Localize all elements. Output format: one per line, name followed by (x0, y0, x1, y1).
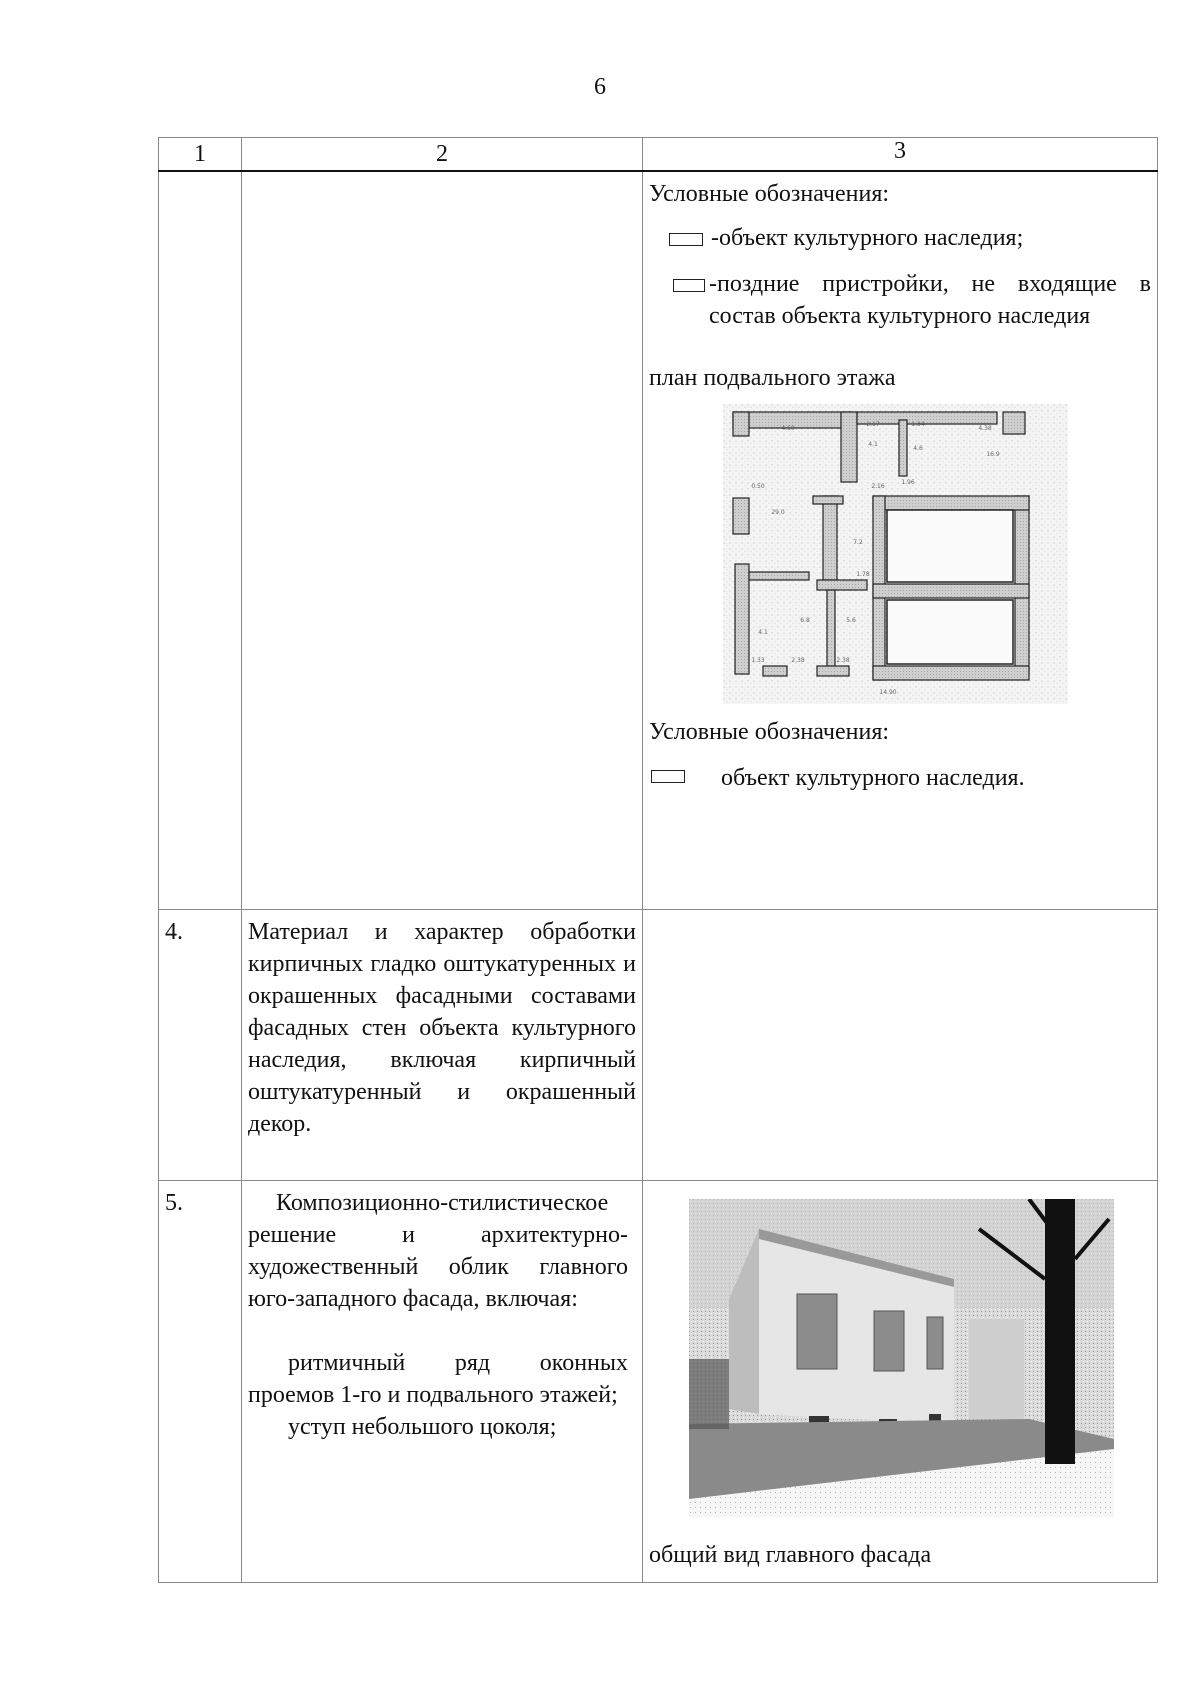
svg-text:5.6: 5.6 (846, 617, 856, 624)
legend-title-2: Условные обозначения: (649, 719, 890, 745)
page-number: 6 (594, 74, 606, 100)
content-cell (643, 171, 1158, 909)
svg-text:29.0: 29.0 (771, 509, 785, 516)
svg-text:2.17: 2.17 (866, 421, 880, 428)
legend-swatch-icon (669, 233, 703, 246)
table-row-5 (159, 1180, 1158, 1582)
row-content (643, 909, 1158, 1180)
row-number: 4. (159, 909, 242, 1180)
svg-text:2.38: 2.38 (836, 657, 850, 664)
svg-text:1.33: 1.33 (751, 657, 765, 664)
column-header-2: 2 (242, 138, 643, 172)
row-description: Материал и характер обработки кирпичных гладко оштукатуренных и окрашенных фасадными составами фасадных стен объекта культурного наследия, включая кирпичный оштукатуренный и окрашенный декор. (242, 909, 643, 1180)
row-description: Композиционно-стилистическое решение и архитектурно-художественный облик главного юго-западного фасада, включая: ритмичный ряд оконных проемов 1-го и подвального этажей; уступ небольшого цоколя; (242, 1180, 643, 1582)
plan-caption: план подвального этажа (649, 365, 896, 391)
svg-text:0.50: 0.50 (751, 483, 765, 490)
legend-item-heritage-2: объект культурного наследия. (651, 762, 1157, 794)
svg-text:4.60: 4.60 (781, 425, 795, 432)
column-header-1: 1 (159, 138, 242, 172)
row-content (643, 1180, 1158, 1582)
svg-text:4.1: 4.1 (758, 629, 768, 636)
svg-text:1.78: 1.78 (856, 571, 870, 578)
table-header-row (159, 138, 1158, 172)
svg-text:16.9: 16.9 (986, 451, 1000, 458)
row-number: 5. (159, 1180, 242, 1582)
legend-swatch-icon (651, 770, 685, 783)
svg-text:4.6: 4.6 (913, 445, 923, 452)
svg-text:14.90: 14.90 (879, 689, 897, 696)
column-header-3: 3 (643, 138, 1158, 172)
svg-text:4.38: 4.38 (978, 425, 992, 432)
svg-text:2.16: 2.16 (871, 483, 885, 490)
svg-text:7.2: 7.2 (853, 539, 863, 546)
svg-text:1.34: 1.34 (911, 421, 925, 428)
photo-caption: общий вид главного фасада (649, 1541, 932, 1568)
row-number-cell (159, 171, 242, 909)
svg-text:2.38: 2.38 (791, 657, 805, 664)
legend-swatch-icon (673, 279, 705, 292)
description-cell (242, 171, 643, 909)
table-row-4 (159, 909, 1158, 1180)
facade-photo (689, 1199, 1114, 1517)
legend-title: Условные обозначения: (649, 181, 890, 207)
svg-text:6.8: 6.8 (800, 617, 810, 624)
table-row-continuation (159, 171, 1158, 909)
legend-item-heritage: -объект культурного наследия; (669, 222, 1157, 254)
basement-floor-plan (723, 404, 1068, 704)
heritage-table (158, 137, 1158, 1583)
svg-text:1.96: 1.96 (901, 479, 915, 486)
svg-text:4.1: 4.1 (868, 441, 878, 448)
legend-item-late-additions: -поздние пристройки, не входящие в состав объекта культурного наследия (673, 268, 1151, 332)
